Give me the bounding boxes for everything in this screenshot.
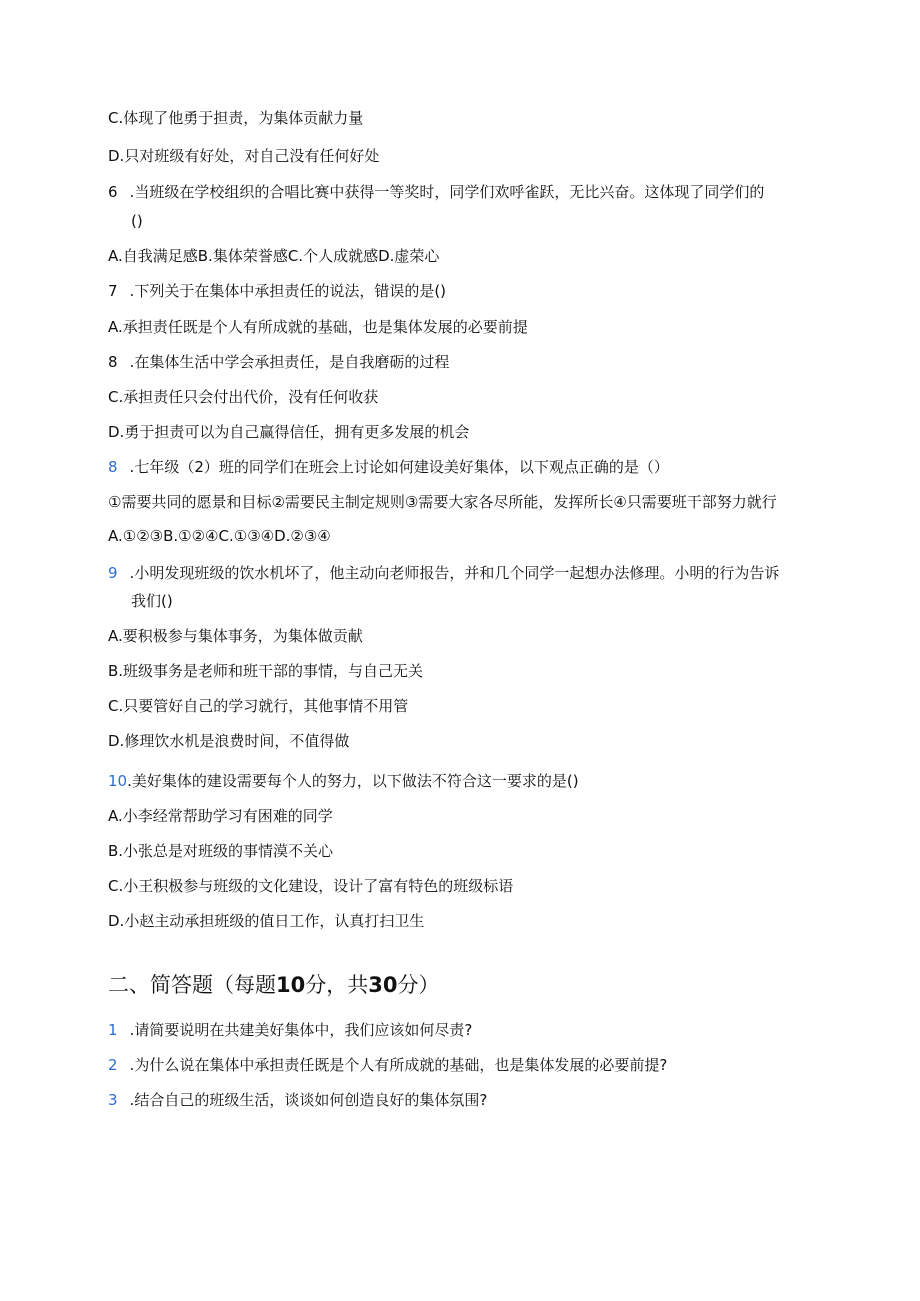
question-number: 8	[108, 458, 118, 476]
option-line: A.要积极参与集体事务，为集体做贡献	[108, 627, 363, 645]
short-answer-question-3	[108, 1090, 487, 1110]
question-text: .在集体生活中学会承担责任，是自我磨砺的过程	[129, 353, 450, 371]
question-text: .当班级在学校组织的合唱比赛中获得一等奖时，同学们欢呼雀跃，无比兴奋。这体现了同学们的	[129, 183, 765, 201]
question-text: .下列关于在集体中承担责任的说法，错误的是()	[129, 282, 447, 300]
item-8-statement	[108, 352, 449, 372]
option-line: C.体现了他勇于担责，为集体贡献力量	[108, 109, 364, 127]
option-line: A.承担责任既是个人有所成就的基础，也是集体发展的必要前提	[108, 318, 528, 336]
heading-points: 10	[276, 973, 306, 997]
short-answer-question-2	[108, 1055, 667, 1075]
question-number: 8	[108, 353, 118, 371]
question-9-continuation: 我们()	[131, 592, 173, 610]
option-line: B.班级事务是老师和班干部的事情，与自己无关	[108, 662, 424, 680]
option-line: C.小王积极参与班级的文化建设，设计了富有特色的班级标语	[108, 877, 514, 895]
heading-total: 30	[368, 973, 398, 997]
question-text: .小明发现班级的饮水机坏了，他主动向老师报告，并和几个同学一起想办法修理。小明的行为告诉	[129, 564, 780, 582]
question-6-continuation: ()	[131, 212, 143, 230]
option-line: D.只对班级有好处，对自己没有任何好处	[108, 147, 380, 165]
option-line: A.①②③B.①②④C.①③④D.②③④	[108, 527, 331, 545]
question-number: 9	[108, 564, 118, 582]
question-text: .美好集体的建设需要每个人的努力，以下做法不符合这一要求的是()	[127, 772, 579, 790]
statement-list: ①需要共同的愿景和目标②需要民主制定规则③需要大家各尽所能，发挥所长④只需要班干部努力就行	[108, 493, 777, 511]
option-line: A.小李经常帮助学习有困难的同学	[108, 807, 333, 825]
question-number: 10	[108, 772, 128, 790]
heading-part: 分）	[397, 973, 440, 997]
question-9	[108, 563, 779, 583]
question-number: 2	[108, 1056, 118, 1074]
question-8	[108, 457, 669, 477]
option-line: A.自我满足感B.集体荣誉感C.个人成就感D.虚荣心	[108, 247, 440, 265]
question-7	[108, 281, 446, 301]
question-10	[108, 771, 579, 791]
question-number: 7	[108, 282, 118, 300]
option-line: D.修理饮水机是浪费时间，不值得做	[108, 732, 350, 750]
option-line: D.小赵主动承担班级的值日工作，认真打扫卫生	[108, 912, 425, 930]
question-number: 1	[108, 1021, 118, 1039]
option-line: C.承担责任只会付出代价，没有任何收获	[108, 388, 379, 406]
question-text: .为什么说在集体中承担责任既是个人有所成就的基础，也是集体发展的必要前提?	[129, 1056, 668, 1074]
section-heading	[108, 971, 439, 999]
short-answer-question-1	[108, 1020, 472, 1040]
question-text: .请简要说明在共建美好集体中，我们应该如何尽责?	[129, 1021, 473, 1039]
heading-part: 分，共	[305, 973, 369, 997]
question-text: .七年级（2）班的同学们在班会上讨论如何建设美好集体，以下观点正确的是（）	[129, 458, 669, 476]
option-line: C.只要管好自己的学习就行，其他事情不用管	[108, 697, 409, 715]
question-number: 6	[108, 183, 118, 201]
question-6	[108, 182, 764, 202]
option-line: B.小张总是对班级的事情漠不关心	[108, 842, 334, 860]
heading-part: 二、简答题（每题	[108, 973, 276, 997]
option-line: D.勇于担责可以为自己赢得信任，拥有更多发展的机会	[108, 423, 470, 441]
question-number: 3	[108, 1091, 118, 1109]
question-text: .结合自己的班级生活，谈谈如何创造良好的集体氛围?	[129, 1091, 488, 1109]
